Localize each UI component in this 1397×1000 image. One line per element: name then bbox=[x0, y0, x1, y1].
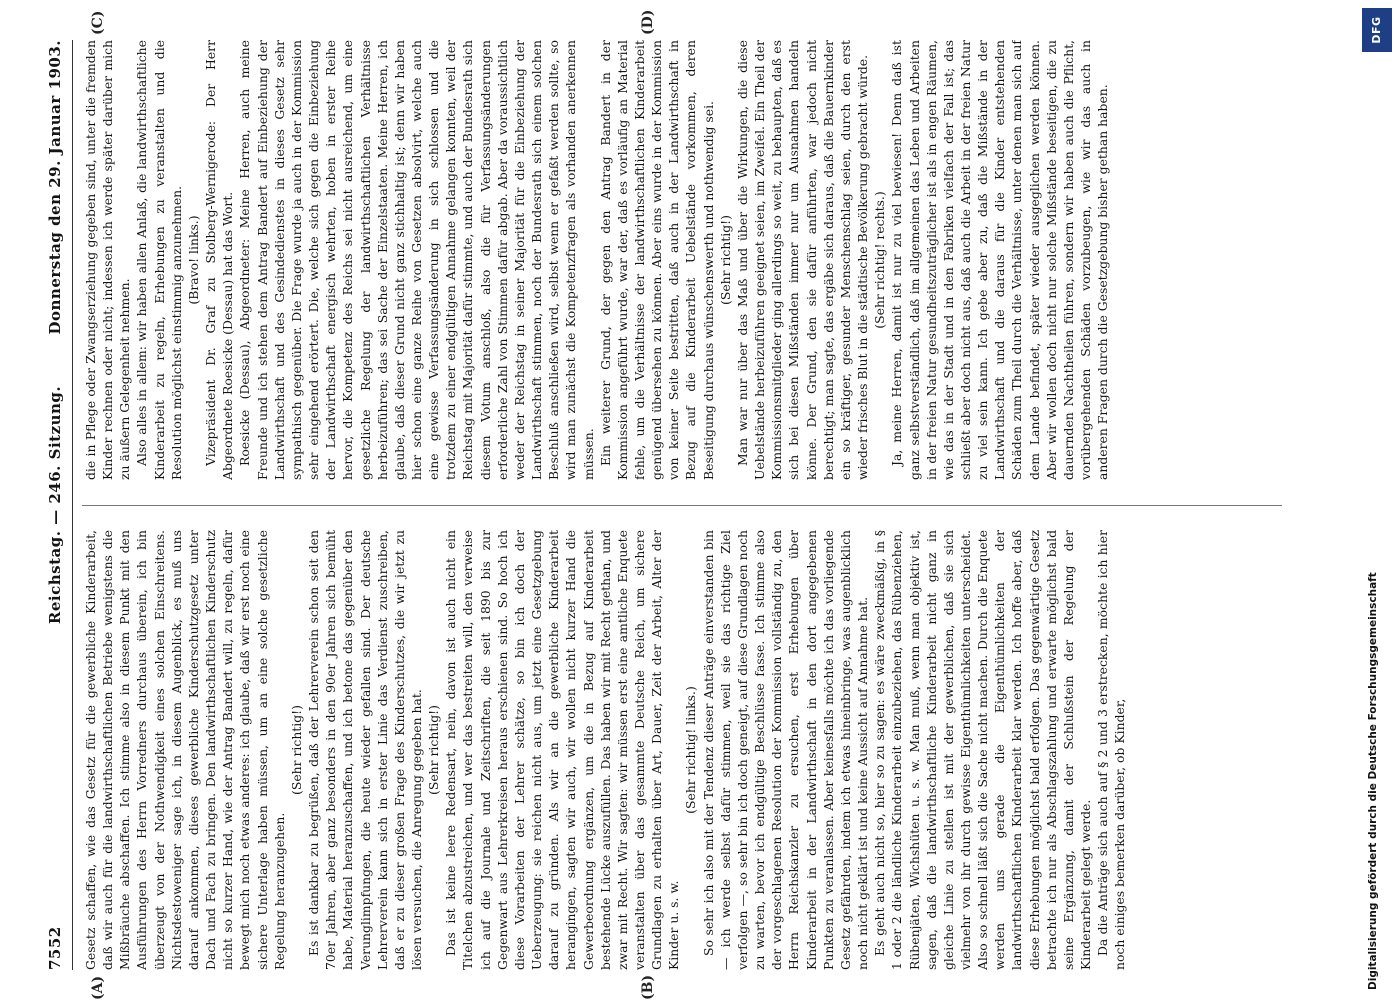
header-rule bbox=[72, 40, 73, 970]
dfg-logo-text: DFG bbox=[1370, 16, 1383, 44]
left-paragraph: Es ist dankbar zu begrüßen, daß der Lehrerverein schon seit den 70er Jahren, aber ganz besonders in den 90er Jahren sich bemüht habe, Material heranzuschaffen, und ich betone das gegenüber den Verunglimpfungen, die heute wieder gefallen sind. Der deutsche Lehrerverein kann sich in erster Linie das Verdienst zuschreiben, daß er zu dieser großen Frage des Kinderschutzes, die wir jetzt zu lösen versuchen, die Anregung gegeben hat. bbox=[306, 530, 424, 970]
margin-marker-c: (C) bbox=[90, 10, 106, 35]
interjection: (Sehr richtig! rechts.) bbox=[872, 191, 888, 329]
right-column bbox=[82, 40, 1282, 480]
right-paragraph: Ja, meine Herren, damit ist nur zu viel bewiesen! Denn daß ist ganz selbstverständlich, daß im allgemeinen das Leben und Arbeiten in der freien Natur gesundheitszuträglicher ist als in engen Räumen, wie das in der Stadt und in den Fabriken vielfach der Fall ist; das schließt aber doch nicht aus, daß auch die Arbeit in der freien Natur zu viel sein kann. Ich gebe aber zu, daß die Mißstände in der Landwirthschaft und die daraus für die Kinder entstehenden Schäden zum Theil durch die Verhältnisse, unter denen man sich auf dem Lande befindet, später wieder ausgeglichen werden können. Aber wir wollen doch nicht nur solche Mißstände beseitigen, die zu dauernden Nachtheilen führen, sondern wir haben auch die Pflicht, vorübergehenden Schäden vorzubeugen, wie wir das auch in anderen Fragen durch die Gesetzgebung bisher gethan haben. bbox=[889, 40, 1111, 480]
left-paragraph: So sehr ich also mit der Tendenz dieser Anträge einverstanden bin — ich werde selbst dafür stimmen, weil sie das richtige Ziel verfolgen —, so sehr bin ich doch geneigt, auf diese Grundlagen noch zu warten, bevor ich endgültige Beschlüsse fasse. Ich stimme also der vorgeschlagenen Resolution der Kommission vollständig zu, den Herrn Reichskanzler zu ersuchen, erst Erhebungen über Kinderarbeit in der Landwirthschaft in den dort angegebenen Punkten zu veranlassen. Aber keinesfalls möchte ich das vorliegende Gesetz gefährden, indem ich etwas hineinbringe, was augenblicklich noch nicht geklärt ist und keine Aussicht auf Annahme hat. bbox=[700, 530, 871, 970]
dfg-logo bbox=[1362, 8, 1392, 52]
margin-marker-b: (B) bbox=[640, 974, 656, 1000]
column-divider bbox=[82, 505, 1282, 506]
margin-marker-a: (A) bbox=[90, 975, 106, 1000]
speaker-intro: Vizepräsident Dr. Graf zu Stolberg-Wernigerode: Der Herr Abgeordnete Roesicke (Dessau) hat das Wort. bbox=[203, 40, 236, 480]
right-paragraph: Roesicke (Dessau), Abgeordneter: Meine Herren, auch meine Freunde und ich stehen dem Antrag Bandert auf Einbeziehung der Landwirthschaft und des Gesindedienstes in dieses Gesetz sehr sympathisch gegenüber. Die Frage wurde ja auch in der Kommission sehr eingehend erörtert. Die, welche sich gegen die Einbeziehung der Landwirthschaft energisch wehrten, hoben in erster Reihe hervor, die Kompetenz des Reichs sei nicht ausreichend, um eine gesetzliche Regelung der landwirthschaftlichen Verhältnisse herbeizuführen; das sei Sache der Einzelstaaten. Meine Herren, ich glaube, daß dieser Grund nicht ganz stichhaltig ist; denn wir haben hier schon eine ganze Reihe von Gesetzen absolvirt, welche auch eine gewisse Verfassungsänderung in sich schlossen und die trotzdem zu einer endgültigen Annahme gelangen konnten, weil der Reichstag mit Majorität dafür stimmte, und auch der Bundesrath sich diesem Votum anschloß, also die für Verfassungsänderungen erforderliche Zahl von Stimmen dafür abgab. Aber da voraussichtlich weder der Reichstag in seiner Majorität für die Einbeziehung der Landwirthschaft stimmen, noch der Bundesrath sich einem solchen Beschluß anschließen wird, selbst wenn er gefaßt werden sollte, so wird man zunächst die Kompetenzfragen als vorhanden anerkennen müssen. bbox=[237, 40, 596, 480]
left-paragraph: Das ist keine leere Redensart, nein, davon ist auch nicht ein Titelchen abzustreichen, und wer das bestreiten will, den verweise ich auf die Journale und Zeitschriften, die seit 1890 bis zur Gegenwart aus Lehrerkreisen heraus erschienen sind. So hoch ich diese Vorarbeiten der Lehrer schätze, so bin ich doch der Ueberzeugung: sie reichen nicht aus, um jetzt eine Gesetzgebung darauf zu gründen. Als wir an die gewerbliche Kinderarbeit herangingen, sagten wir auch, wir wollen nicht kurzer Hand die Gewerbeordnung ergänzen, um die in Bezug auf Kinderarbeit bestehende Lücke auszufüllen. Das haben wir mit Recht gethan, und zwar mit Recht. Wir sagten: wir müssen erst eine amtliche Enquete veranstalten über das gesammte Deutsche Reich, um sichere Grundlagen zu erhalten über Art, Dauer, Zeit der Arbeit, Alter der Kinder u. s. w. bbox=[443, 530, 682, 970]
interjection: (Sehr richtig!) bbox=[717, 215, 733, 305]
interjection: (Sehr richtig!) bbox=[288, 705, 304, 795]
page-header bbox=[40, 40, 74, 970]
left-paragraph: Da die Anträge sich auch auf § 2 und 3 erstrecken, möchte ich hier noch einiges bemerken darüber, ob Kinder, bbox=[1095, 530, 1128, 970]
right-paragraph: die in Pflege oder Zwangserziehung gegeben sind, unter die fremden Kinder rechnen oder nicht; indessen ich werde später darüber mich zu äußern Gelegenheit nehmen. bbox=[83, 40, 133, 480]
right-paragraph: Also alles in allem: wir haben allen Anlaß, die landwirthschaftliche Kinderarbeit zu regeln, Erhebungen zu veranstalten und die Resolution möglichst einstimmig anzunehmen. bbox=[134, 40, 184, 480]
newspaper-page bbox=[40, 9, 1340, 1000]
digitization-note bbox=[1354, 290, 1394, 990]
right-paragraph: Ein weiterer Grund, der gegen den Antrag Bandert in der Kommission angeführt wurde, war der, daß es vorläufig an Material fehle, um die Verhältnisse der landwirthschaftlichen Kinderarbeit genügend übersehen zu können. Aber eins wurde in der Kommission von keiner Seite bestritten, daß auch in der Landwirthschaft in Bezug auf die Kinderarbeit Uebelstände vorkommen, deren Beseitigung durchaus wünschenswerth und nothwendig sei. bbox=[597, 40, 716, 480]
left-paragraph: Es geht auch nicht so, hier so zu sagen: es wäre zweckmäßig, in § 1 oder 2 die ländliche Kinderarbeit einzubeziehen, das Rübenziehen, Rübenjäten, Wichshüten u. s. w. Man muß, wenn man objektiv ist, sagen, daß die landwirthschaftliche Kinderarbeit nicht ganz in gleiche Linie zu stellen ist mit der gewerblichen, daß sie sich vielmehr von ihr durch gewisse Eigenthümlichkeiten unterscheidet. Also so schnell läßt sich die Sache nicht machen. Durch die Enquete werden uns gerade die Eigenthümlichkeiten der landwirthschaftlichen Kinderarbeit klar werden. Ich hoffe aber, daß diese Erhebungen möglichst bald erfolgen. Das gegenwärtige Gesetz betrachte ich nur als Abschlagszahlung und erwarte möglichst bald seine Ergänzung, damit der Schlußstein der Regelung der Kinderarbeit gelegt werde. bbox=[872, 530, 1094, 970]
interjection: (Bravo! links.) bbox=[185, 215, 201, 305]
margin-marker-d: (D) bbox=[640, 9, 656, 35]
page-number: 7552 bbox=[46, 926, 64, 970]
left-paragraph: Gesetz schaffen, wie das Gesetz für die gewerbliche Kinderarbeit, daß wir auch für die landwirthschaftlichen Betriebe wenigstens die Mißbräuche abschaffen. Ich stimme also in diesem Punkt mit den Ausführungen des Herrn Vorredners durchaus überein, ich bin überzeugt von der Nothwendigkeit eines solchen Einschreitens. Nichtsdestoweniger sage ich, in diesem Augenblick, es muß uns darauf ankommen, dieses gewerbliche Kinderschutzgesetz unter Dach und Fach zu bringen. Den landwirthschaftlichen Kinderschutz nicht so kurzer Hand, wie der Antrag Bandert will, zu regeln, dafür bewegt mich noch etwas anderes: ich glaube, daß wir erst noch eine sichere Unterlage haben müssen, um an eine solche gesetzliche Regelung heranzugehen. bbox=[83, 530, 287, 970]
header-date: Donnerstag den 29. Januar 1903. bbox=[46, 40, 64, 335]
digitization-note-text: Digitalisierung gefördert durch die Deutsche Forschungsgemeinschaft bbox=[1367, 572, 1379, 990]
interjection: (Sehr richtig!) bbox=[426, 705, 442, 795]
interjection: (Sehr richtig! links.) bbox=[683, 686, 699, 814]
left-column bbox=[82, 530, 1282, 970]
right-paragraph: Man war nur über das Maß und über die Wirkungen, die diese Uebelstände herbeizuführen geeignet seien, im Zweifel. Ein Theil der Kommissionsmitglieder ging allerdings so weit, zu behaupten, daß es sich bei diesen Mißständen immer nur um Ausnahmen handeln könne. Der Grund, den sie dafür anführten, war jedoch nicht berechtigt; man sagte, das ergäbe sich daraus, daß die Bauernkinder ein so kräftiger, gesunder Menschenschlag seien, durch den erst wieder frisches Blut in die städtische Bevölkerung gebracht würde. bbox=[734, 40, 871, 480]
header-title: Reichstag. — 246. Sitzung. bbox=[46, 385, 64, 625]
